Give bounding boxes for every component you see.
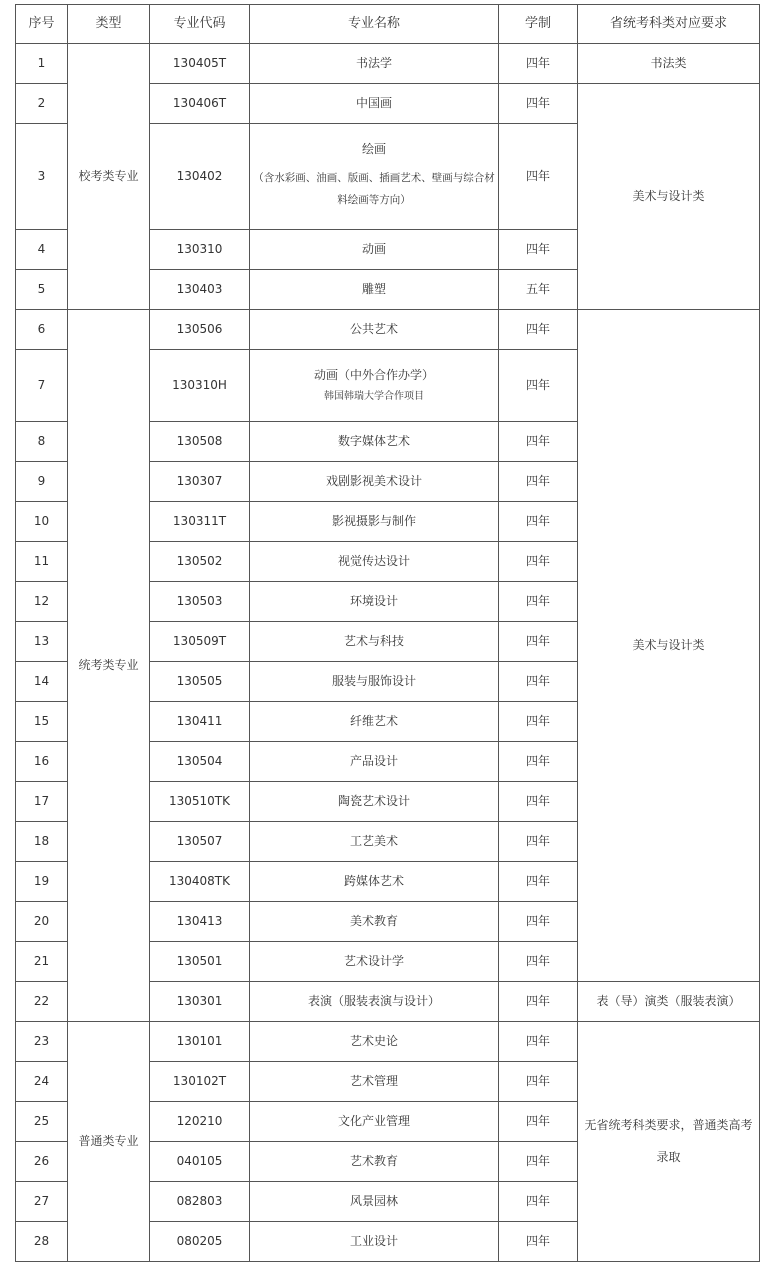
cell-code: 130408TK [150,862,250,902]
cell-years: 四年 [499,84,578,124]
cell-no: 7 [16,350,68,422]
cell-name: 跨媒体艺术 [250,862,499,902]
header-type: 类型 [68,5,150,44]
cell-name: 艺术管理 [250,1062,499,1102]
cell-name: 艺术设计学 [250,942,499,982]
table-row [16,310,760,350]
cell-years: 四年 [499,1182,578,1222]
cell-code: 130311T [150,502,250,542]
cell-years: 四年 [499,782,578,822]
cell-no: 6 [16,310,68,350]
cell-years: 四年 [499,44,578,84]
cell-no: 8 [16,422,68,462]
cell-code: 130101 [150,1022,250,1062]
cell-no: 3 [16,124,68,230]
cell-no: 25 [16,1102,68,1142]
major-name: 绘画 [361,141,386,156]
cell-years: 五年 [499,270,578,310]
cell-name: 工业设计 [250,1222,499,1262]
cell-years: 四年 [499,350,578,422]
cell-name: 工艺美术 [250,822,499,862]
cell-years: 四年 [499,662,578,702]
cell-name: 雕塑 [250,270,499,310]
cell-years: 四年 [499,1062,578,1102]
cell-code: 130504 [150,742,250,782]
group-cell: 统考类专业 [68,310,150,1022]
cell-name: 美术教育 [250,902,499,942]
cell-name: 书法学 [250,44,499,84]
cell-code: 130307 [150,462,250,502]
cell-years: 四年 [499,942,578,982]
cell-code: 040105 [150,1142,250,1182]
cell-code: 130510TK [150,782,250,822]
cell-code: 082803 [150,1182,250,1222]
cell-code: 130503 [150,582,250,622]
cell-code: 130402 [150,124,250,230]
major-note: 韩国韩瑞大学合作项目 [324,390,424,402]
header-code: 专业代码 [150,5,250,44]
cell-no: 18 [16,822,68,862]
majors-table [15,4,760,1262]
cell-no: 28 [16,1222,68,1262]
requirement-cell: 美术与设计类 [578,84,760,310]
cell-name: 中国画 [250,84,499,124]
cell-code: 130310 [150,230,250,270]
cell-no: 2 [16,84,68,124]
cell-no: 12 [16,582,68,622]
major-name: 动画（中外合作办学） [313,367,434,382]
header-years: 学制 [499,5,578,44]
header-requirement: 省统考科类对应要求 [578,5,760,44]
cell-years: 四年 [499,230,578,270]
cell-code: 130508 [150,422,250,462]
cell-no: 15 [16,702,68,742]
group-cell: 普通类专业 [68,1022,150,1262]
cell-code: 130301 [150,982,250,1022]
cell-no: 17 [16,782,68,822]
cell-no: 4 [16,230,68,270]
cell-code: 130405T [150,44,250,84]
cell-years: 四年 [499,902,578,942]
cell-no: 16 [16,742,68,782]
cell-years: 四年 [499,462,578,502]
cell-name: 公共艺术 [250,310,499,350]
cell-code: 130506 [150,310,250,350]
cell-name: 影视摄影与制作 [250,502,499,542]
requirement-cell: 美术与设计类 [578,310,760,982]
cell-years: 四年 [499,862,578,902]
cell-code: 130406T [150,84,250,124]
cell-code: 130509T [150,622,250,662]
major-note: （含水彩画、油画、版画、插画艺术、壁画与综合材料绘画等方向） [253,171,495,206]
cell-code: 130507 [150,822,250,862]
cell-name: 服装与服饰设计 [250,662,499,702]
cell-name: 表演（服装表演与设计） [250,982,499,1022]
cell-name: 动画 [250,230,499,270]
cell-years: 四年 [499,742,578,782]
cell-no: 26 [16,1142,68,1182]
cell-no: 22 [16,982,68,1022]
cell-code: 130411 [150,702,250,742]
cell-name: 艺术与科技 [250,622,499,662]
cell-code: 130403 [150,270,250,310]
cell-code: 130502 [150,542,250,582]
cell-years: 四年 [499,1022,578,1062]
table-row [16,1022,760,1062]
cell-no: 27 [16,1182,68,1222]
requirement-cell: 表（导）演类（服装表演） [578,982,760,1022]
cell-no: 14 [16,662,68,702]
cell-code: 130413 [150,902,250,942]
cell-no: 11 [16,542,68,582]
cell-code: 130505 [150,662,250,702]
group-cell: 校考类专业 [68,44,150,310]
cell-name: 产品设计 [250,742,499,782]
cell-no: 23 [16,1022,68,1062]
cell-no: 1 [16,44,68,84]
header-name: 专业名称 [250,5,499,44]
cell-no: 9 [16,462,68,502]
cell-name [250,124,499,230]
cell-name: 艺术教育 [250,1142,499,1182]
cell-no: 10 [16,502,68,542]
cell-code: 130310H [150,350,250,422]
cell-no: 13 [16,622,68,662]
cell-name [250,350,499,422]
cell-name: 文化产业管理 [250,1102,499,1142]
cell-no: 20 [16,902,68,942]
header-no: 序号 [16,5,68,44]
cell-years: 四年 [499,622,578,662]
cell-years: 四年 [499,1102,578,1142]
cell-years: 四年 [499,422,578,462]
requirement-cell: 无省统考科类要求，普通类高考录取 [578,1022,760,1262]
cell-name: 戏剧影视美术设计 [250,462,499,502]
cell-years: 四年 [499,822,578,862]
cell-no: 24 [16,1062,68,1102]
cell-code: 120210 [150,1102,250,1142]
cell-name: 陶瓷艺术设计 [250,782,499,822]
cell-code: 130102T [150,1062,250,1102]
cell-no: 5 [16,270,68,310]
cell-name: 数字媒体艺术 [250,422,499,462]
cell-years: 四年 [499,542,578,582]
cell-name: 艺术史论 [250,1022,499,1062]
cell-code: 130501 [150,942,250,982]
cell-no: 19 [16,862,68,902]
table-row [16,44,760,84]
cell-years: 四年 [499,702,578,742]
cell-years: 四年 [499,1142,578,1182]
cell-code: 080205 [150,1222,250,1262]
cell-years: 四年 [499,310,578,350]
cell-years: 四年 [499,124,578,230]
cell-years: 四年 [499,502,578,542]
cell-name: 环境设计 [250,582,499,622]
cell-no: 21 [16,942,68,982]
requirement-cell: 书法类 [578,44,760,84]
cell-years: 四年 [499,1222,578,1262]
header-row [16,5,760,44]
cell-name: 纤维艺术 [250,702,499,742]
cell-name: 风景园林 [250,1182,499,1222]
cell-years: 四年 [499,982,578,1022]
cell-years: 四年 [499,582,578,622]
cell-name: 视觉传达设计 [250,542,499,582]
